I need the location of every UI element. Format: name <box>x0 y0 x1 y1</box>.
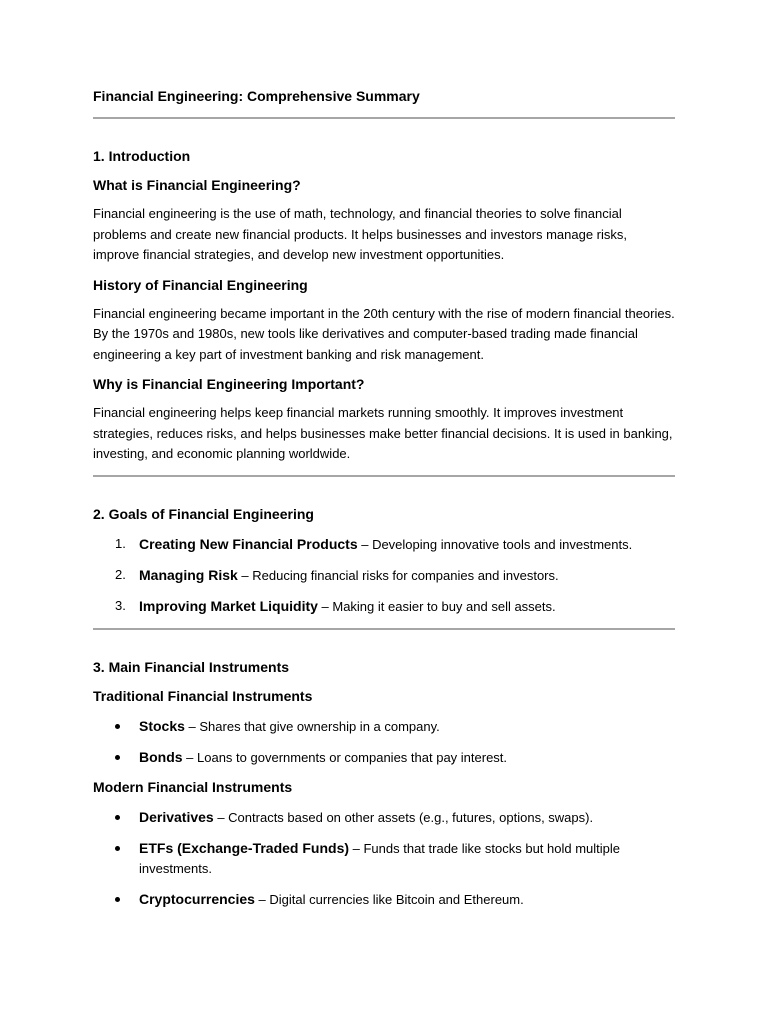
section-heading-goals: 2. Goals of Financial Engineering <box>93 505 314 522</box>
subheading-why-important: Why is Financial Engineering Important? <box>93 376 365 392</box>
list-item-desc: – Developing innovative tools and investments. <box>357 536 633 552</box>
bullet-icon <box>115 755 120 760</box>
section-heading-introduction: 1. Introduction <box>93 148 191 164</box>
paragraph-why-important: Financial engineering helps keep financial markets running smoothly. It improves investment strategies, reduces risks, and helps businesses make better financial decisions. It is used in banking, investing, and economic planning worldwide. <box>93 405 673 461</box>
bullet-icon <box>115 897 120 902</box>
subheading-history: History of Financial Engineering <box>93 276 308 293</box>
list-item-desc: – Digital currencies like Bitcoin and Ethereum. <box>254 891 524 907</box>
section-heading-instruments: 3. Main Financial Instruments <box>93 658 290 675</box>
modern-list <box>93 807 675 910</box>
subheading-what-is: What is Financial Engineering? <box>93 177 301 193</box>
list-item <box>93 534 675 555</box>
list-item <box>93 565 675 586</box>
list-item <box>93 747 675 768</box>
paragraph-what-is: Financial engineering is the use of math, technology, and financial theories to solve financial problems and create new financial products. It helps businesses and investors manage risks, improve financial strategies, and develop new investment opportunities. <box>93 206 628 262</box>
list-item <box>93 889 675 910</box>
list-item-term: Creating New Financial Products <box>139 535 358 552</box>
bullet-icon <box>115 846 120 851</box>
list-item-desc: – Shares that give ownership in a company. <box>184 718 440 734</box>
list-item-term: Stocks <box>139 717 185 734</box>
list-item <box>93 716 675 737</box>
bullet-icon <box>115 815 120 820</box>
bullet-icon <box>115 724 120 729</box>
document-title: Financial Engineering: Comprehensive Summary <box>93 88 420 104</box>
list-item-term: Bonds <box>139 748 183 765</box>
goals-list <box>93 534 675 617</box>
paragraph-history: Financial engineering became important in the 20th century with the rise of modern financial theories. By the 1970s and 1980s, new tools like derivatives and computer-based trading made financial engineering a key part of investment banking and risk management. <box>93 305 675 362</box>
list-number: 3. <box>115 597 126 613</box>
document-page <box>93 86 675 910</box>
list-item-desc: – Reducing financial risks for companies and investors. <box>237 567 559 583</box>
subheading-traditional: Traditional Financial Instruments <box>93 687 313 704</box>
list-item-term: Derivatives <box>139 808 214 825</box>
list-item-desc: – Funds that trade like stocks but hold multiple investments. <box>139 840 621 876</box>
list-item-desc: – Loans to governments or companies that pay interest. <box>182 749 508 765</box>
traditional-list <box>93 716 675 768</box>
list-item-term: Improving Market Liquidity <box>139 597 318 614</box>
list-item-term: Cryptocurrencies <box>139 890 255 907</box>
divider <box>93 628 675 630</box>
list-item <box>93 596 675 617</box>
list-item <box>93 838 675 879</box>
list-item-desc: – Making it easier to buy and sell assets. <box>317 598 556 614</box>
list-item-term: Managing Risk <box>139 566 238 583</box>
list-item-term: ETFs (Exchange-Traded Funds) <box>139 839 350 856</box>
subheading-modern: Modern Financial Instruments <box>93 778 293 795</box>
divider <box>93 117 675 119</box>
list-item-desc: – Contracts based on other assets (e.g., futures, options, swaps). <box>213 809 594 825</box>
list-item <box>93 807 675 828</box>
list-number: 1. <box>115 535 126 551</box>
list-number: 2. <box>115 566 126 582</box>
divider <box>93 475 675 477</box>
